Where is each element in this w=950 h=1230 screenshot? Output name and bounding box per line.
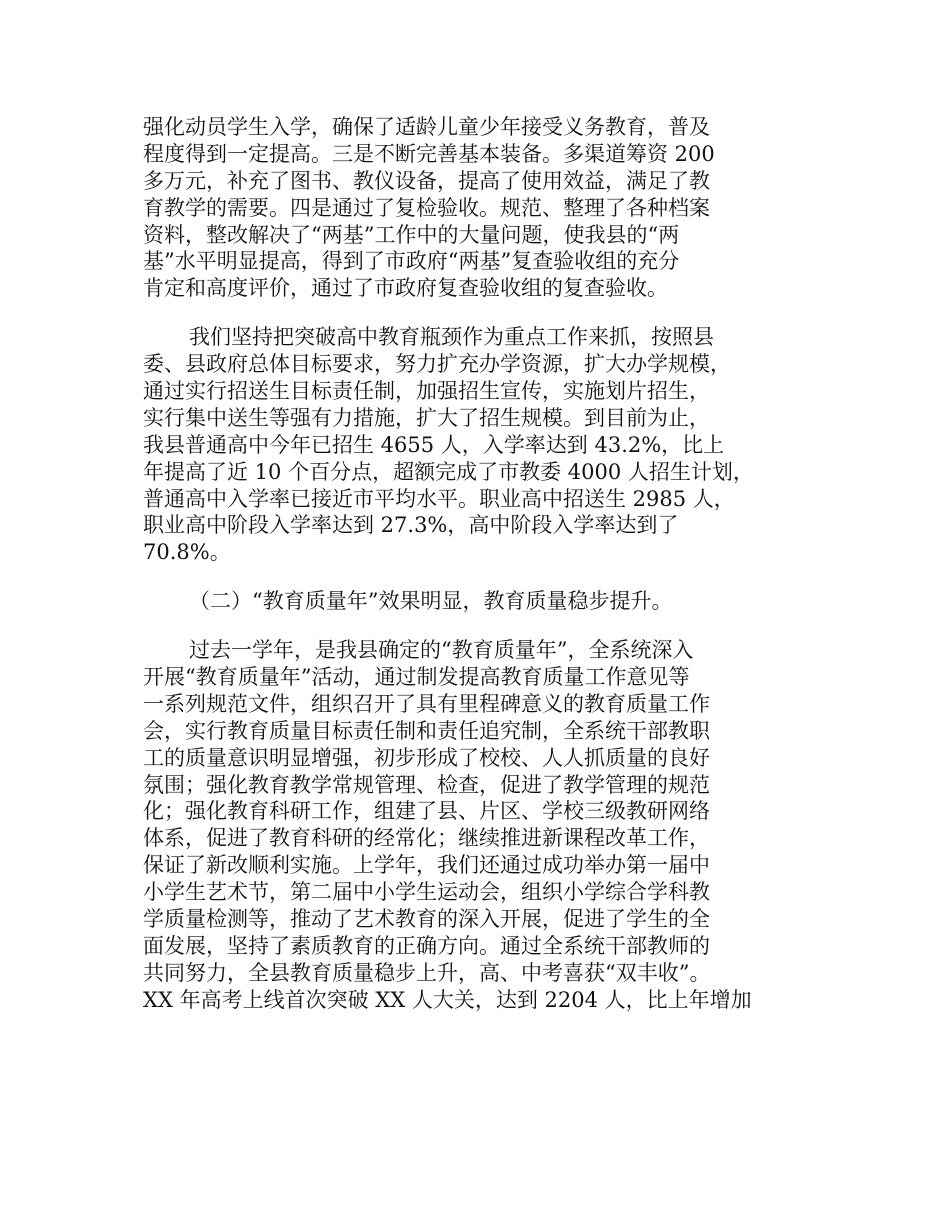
paragraph-spacer [143,615,813,637]
text-line: 普通高中入学率已接近市平均水平。职业高中招送生 2985 人， [143,486,735,511]
text-line: 面发展，坚持了素质教育的正确方向。通过全系统干部教师的 [143,933,710,958]
text-line: 70.8%。 [143,540,231,565]
text-line: 我们坚持把突破高中教育瓶颈作为重点工作来抓，按照县 [189,325,714,350]
text-line: XX 年高考上线首次突破 XX 人大关，达到 2204 人，比上年增加 [143,987,752,1012]
text-line: 会，实行教育质量目标责任制和责任追究制，全系统干部教职 [143,718,710,743]
text-line: 化；强化教育科研工作，组建了县、片区、学校三级教研网络 [143,799,710,824]
text-line: 保证了新改顺利实施。上学年，我们还通过成功举办第一届中 [143,853,710,878]
text-line: 多万元，补充了图书、教仪设备，提高了使用效益，满足了教 [143,168,710,193]
text-line: 我县普通高中今年已招生 4655 人，入学率达到 43.2%，比上 [143,432,725,457]
text-line: 实行集中送生等强有力措施，扩大了招生规模。到目前为止， [143,405,710,430]
text-line: 肯定和高度评价，通过了市政府复查验收组的复查验收。 [143,276,668,301]
section-heading [143,588,813,615]
document-body [143,114,813,1014]
paragraph-2 [143,324,813,566]
text-line: 氛围；强化教育教学常规管理、检查，促进了教学管理的规范 [143,772,710,797]
text-line: 育教学的需要。四是通过了复检验收。规范、整理了各种档案 [143,195,710,220]
text-line: 年提高了近 10 个百分点，超额完成了市教委 4000 人招生计划， [143,459,754,484]
text-line: 开展“教育质量年”活动，通过制发提高教育质量工作意见等 [143,665,690,690]
text-line: 委、县政府总体目标要求，努力扩充办学资源，扩大办学规模， [143,352,731,377]
paragraph-spacer [143,302,813,324]
text-line: 基”水平明显提高，得到了市政府“两基”复查验收组的充分 [143,249,680,274]
text-line: 程度得到一定提高。三是不断完善基本装备。多渠道筹资 200 [143,141,715,166]
text-line: 小学生艺术节，第二届中小学生运动会，组织小学综合学科教 [143,880,710,905]
text-line: 工的质量意识明显增强，初步形成了校校、人人抓质量的良好 [143,745,710,770]
text-line: 一系列规范文件，组织召开了具有里程碑意义的教育质量工作 [143,691,710,716]
text-line: 资料，整改解决了“两基”工作中的大量问题，使我县的“两 [143,222,680,247]
text-line: 共同努力，全县教育质量稳步上升，高、中考喜获“双丰收”。 [143,960,711,985]
text-line: 通过实行招送生目标责任制，加强招生宣传，实施划片招生， [143,379,710,404]
paragraph-spacer [143,566,813,588]
text-line: 过去一学年，是我县确定的“教育质量年”，全系统深入 [189,638,694,663]
text-line: 体系，促进了教育科研的经常化；继续推进新课程改革工作， [143,826,710,851]
text-line: 强化动员学生入学，确保了适龄儿童少年接受义务教育，普及 [143,115,710,139]
text-line: 职业高中阶段入学率达到 27.3%，高中阶段入学率达到了 [143,513,679,538]
paragraph-3 [143,637,813,1013]
section-heading-text: （二）“教育质量年”效果明显，教育质量稳步提升。 [189,589,673,614]
paragraph-1 [143,114,813,302]
text-line: 学质量检测等，推动了艺术教育的深入开展，促进了学生的全 [143,907,710,932]
